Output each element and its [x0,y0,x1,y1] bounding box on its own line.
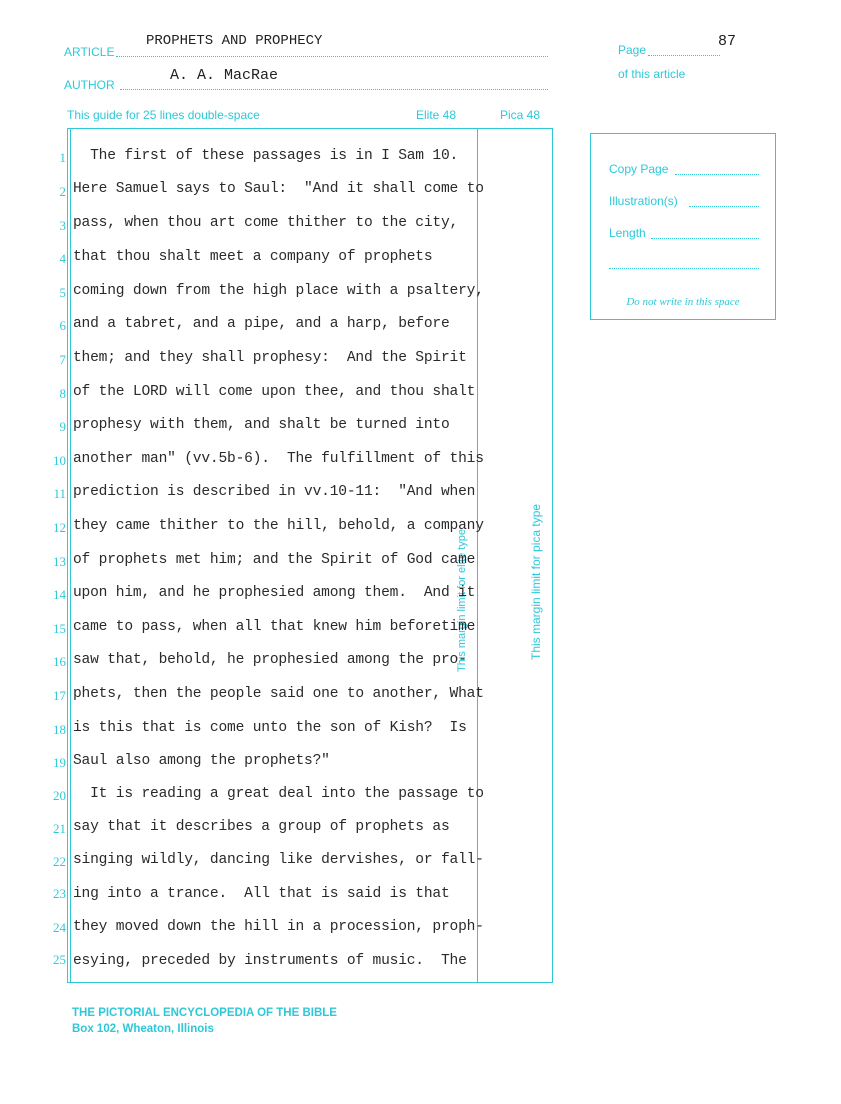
extra-dotline [609,268,759,269]
line-number: 24 [53,920,66,935]
text-line: Here Samuel says to Saul: "And it shall come to [73,181,484,197]
of-article-label: of this article [618,67,686,81]
text-line: they moved down the hill in a procession, proph- [73,919,484,935]
line-number: 1 [59,150,66,165]
line-number: 16 [53,654,66,669]
line-number: 15 [53,621,66,636]
line-number: 6 [59,318,66,333]
guide-text: This guide for 25 lines double-space [67,108,260,122]
text-line: prediction is described in vv.10-11: "And when [73,484,476,500]
illustrations-label: Illustration(s) [609,194,678,208]
text-line: singing wildly, dancing like dervishes, or fall- [73,852,484,868]
line-number: 21 [53,821,66,836]
line-number: 19 [53,755,66,770]
do-not-write-note: Do not write in this space [626,296,740,308]
line-number: 17 [53,688,66,703]
text-line: is this that is come unto the son of Kish? Is [73,720,467,736]
text-line: of prophets met him; and the Spirit of God came [73,552,476,568]
line-number: 4 [59,251,66,266]
line-number: 18 [53,722,66,737]
text-line: coming down from the high place with a psaltery, [73,283,484,299]
elite-label: Elite 48 [416,108,457,122]
pica-label: Pica 48 [500,108,541,122]
length-dotline [651,238,759,239]
line-number: 25 [53,952,66,967]
page-label: Page [618,43,647,57]
text-line: of the LORD will come upon thee, and thou shalt [73,384,476,400]
copy-page-label: Copy Page [609,162,669,176]
text-line: The first of these passages is in I Sam 10. [73,148,459,164]
line-number: 8 [59,386,66,401]
length-label: Length [609,226,646,240]
text-line: prophesy with them, and shalt be turned into [73,417,450,433]
editor-box [590,133,776,320]
text-line: say that it describes a group of prophets as [73,819,450,835]
text-line: ing into a trance. All that is said is that [73,886,450,902]
publisher-name: THE PICTORIAL ENCYCLOPEDIA OF THE BIBLE [72,1007,337,1019]
page-number: 87 [718,33,737,50]
article-title: PROPHETS AND PROPHECY [146,33,323,49]
line-number: 7 [59,352,66,367]
author-dotline [120,89,548,90]
text-line: they came thither to the hill, behold, a company [73,518,484,534]
line-number: 13 [53,554,66,569]
line-number: 12 [53,520,66,535]
elite-margin-note: This margin limit for elite type [456,528,468,672]
left-margin-rule [70,128,71,983]
author-name: A. A. MacRae [170,67,279,84]
line-number: 5 [59,285,66,300]
text-line: phets, then the people said one to another, What [73,686,484,702]
publisher-address: Box 102, Wheaton, Illinois [72,1023,214,1035]
line-number: 3 [59,218,66,233]
text-line: It is reading a great deal into the passage to [73,786,484,802]
text-line: them; and they shall prophesy: And the Spirit [73,350,467,366]
line-number: 20 [53,788,66,803]
line-number: 23 [53,886,66,901]
text-line: saw that, behold, he prophesied among the pro- [73,652,467,668]
line-number: 11 [53,486,66,501]
line-number: 2 [59,184,66,199]
author-label: AUTHOR [64,78,115,92]
pica-margin-note: This margin limit for pica type [529,503,543,660]
copy-page-dotline [675,174,759,175]
text-line: another man" (vv.5b-6). The fulfillment of this [73,451,484,467]
line-number: 9 [59,419,66,434]
text-line: that thou shalt meet a company of prophets [73,249,433,265]
text-line: Saul also among the prophets?" [73,753,330,769]
text-line: came to pass, when all that knew him beforetime [73,619,476,635]
publisher-footer [72,1005,337,1037]
illustrations-dotline [689,206,759,207]
text-line: upon him, and he prophesied among them. And it [73,585,476,601]
line-number: 10 [53,453,66,468]
article-dotline [116,56,548,57]
text-line: and a tabret, and a pipe, and a harp, before [73,316,450,332]
text-line: esying, preceded by instruments of music. The [73,953,467,969]
article-label: ARTICLE [64,45,115,59]
line-number: 14 [53,587,66,602]
text-line: pass, when thou art come thither to the city, [73,215,459,231]
line-number: 22 [53,854,66,869]
page-dotline [648,55,720,56]
